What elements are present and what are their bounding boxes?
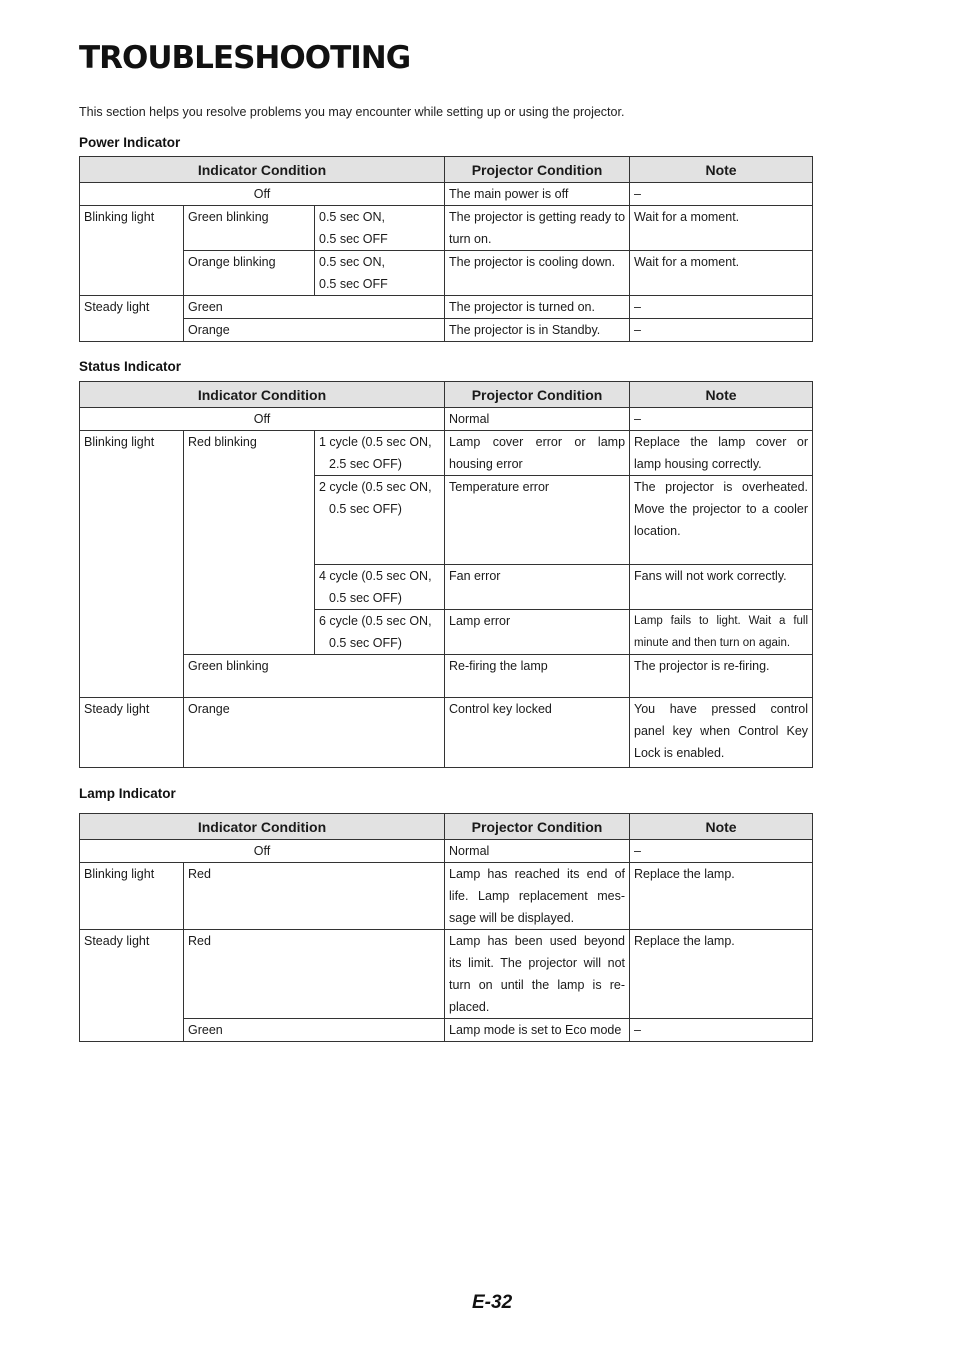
note-cell: –: [630, 408, 813, 431]
table-row: [80, 698, 813, 768]
note-cell: Replace the lamp.: [630, 863, 813, 930]
timing-cell: [315, 431, 445, 476]
cycle-line2: 0.5 sec OFF): [329, 502, 402, 516]
note-cell: The projector is re-firing.: [630, 655, 813, 698]
page-title: TROUBLESHOOTING: [79, 40, 411, 76]
timing-cell: [315, 610, 445, 655]
note-cell: Lamp fails to light. Wait a full minute and then turn on again.: [630, 610, 813, 655]
condition-cell: Blinking light: [80, 206, 184, 296]
projector-cell: Normal: [445, 408, 630, 431]
timing-cell: [315, 206, 445, 251]
table-row: [80, 655, 813, 698]
table-row: [80, 319, 813, 342]
projector-cell: Lamp has been used beyond its limit. The projector will not turn on until the lamp is re-placed.: [445, 930, 630, 1019]
projector-cell: Re-firing the lamp: [445, 655, 630, 698]
condition-cell: Green blinking: [184, 206, 315, 251]
projector-cell: Lamp has reached its end of life. Lamp replacement mes-sage will be displayed.: [445, 863, 630, 930]
condition-cell: Orange: [184, 698, 445, 768]
projector-cell: Lamp mode is set to Eco mode: [445, 1019, 630, 1042]
timing-cell: [315, 251, 445, 296]
condition-cell: Orange blinking: [184, 251, 315, 296]
cycle-line2: 0.5 sec OFF): [329, 591, 402, 605]
condition-cell: Steady light: [80, 296, 184, 342]
cycle-line2: 0.5 sec OFF): [329, 636, 402, 650]
projector-cell: The projector is getting ready to turn on.: [445, 206, 630, 251]
timing-on: 0.5 sec ON,: [319, 255, 385, 269]
note-cell: Wait for a moment.: [630, 206, 813, 251]
projector-cell: The projector is in Standby.: [445, 319, 630, 342]
status-indicator-heading: Status Indicator: [79, 359, 182, 374]
note-cell: Wait for a moment.: [630, 251, 813, 296]
condition-cell: Off: [80, 408, 445, 431]
table-row: [80, 840, 813, 863]
condition-cell: Blinking light: [80, 431, 184, 698]
header-indicator-condition: Indicator Condition: [80, 157, 445, 183]
note-cell: You have pressed control panel key when Control Key Lock is enabled.: [630, 698, 813, 768]
header-note: Note: [630, 382, 813, 408]
table-header-row: [80, 157, 813, 183]
table-row: [80, 863, 813, 930]
condition-cell: Blinking light: [80, 863, 184, 930]
page-number: E-32: [472, 1292, 513, 1313]
table-row: [80, 206, 813, 251]
note-cell: –: [630, 840, 813, 863]
header-note: Note: [630, 814, 813, 840]
condition-cell: Green: [184, 296, 445, 319]
timing-cell: [315, 565, 445, 610]
cycle-line1: 4 cycle (0.5 sec ON,: [319, 569, 432, 583]
note-cell: –: [630, 296, 813, 319]
projector-cell: Temperature error: [445, 476, 630, 565]
table-row: [80, 431, 813, 476]
note-cell: –: [630, 183, 813, 206]
condition-cell: Green blinking: [184, 655, 445, 698]
note-cell: –: [630, 319, 813, 342]
condition-cell: Steady light: [80, 930, 184, 1042]
power-indicator-heading: Power Indicator: [79, 135, 181, 150]
lamp-indicator-heading: Lamp Indicator: [79, 786, 176, 801]
timing-off: 0.5 sec OFF: [319, 232, 388, 246]
header-projector-condition: Projector Condition: [445, 814, 630, 840]
condition-cell: Red: [184, 863, 445, 930]
header-projector-condition: Projector Condition: [445, 157, 630, 183]
condition-cell: Red blinking: [184, 431, 315, 655]
condition-cell: Steady light: [80, 698, 184, 768]
note-cell: Replace the lamp cover or lamp housing correctly.: [630, 431, 813, 476]
projector-cell: Fan error: [445, 565, 630, 610]
lamp-indicator-table: [79, 813, 813, 1042]
projector-cell: Control key locked: [445, 698, 630, 768]
timing-cell: [315, 476, 445, 565]
condition-cell: Off: [80, 840, 445, 863]
projector-cell: Normal: [445, 840, 630, 863]
cycle-line1: 1 cycle (0.5 sec ON,: [319, 435, 432, 449]
timing-on: 0.5 sec ON,: [319, 210, 385, 224]
projector-cell: Lamp cover error or lamp housing error: [445, 431, 630, 476]
note-cell: Replace the lamp.: [630, 930, 813, 1019]
status-indicator-table: [79, 381, 813, 768]
table-header-row: [80, 382, 813, 408]
cycle-line2: 2.5 sec OFF): [329, 457, 402, 471]
cycle-line1: 6 cycle (0.5 sec ON,: [319, 614, 432, 628]
note-cell: Fans will not work correctly.: [630, 565, 813, 610]
table-header-row: [80, 814, 813, 840]
projector-cell: Lamp error: [445, 610, 630, 655]
header-projector-condition: Projector Condition: [445, 382, 630, 408]
header-indicator-condition: Indicator Condition: [80, 814, 445, 840]
condition-cell: Green: [184, 1019, 445, 1042]
table-row: [80, 183, 813, 206]
header-indicator-condition: Indicator Condition: [80, 382, 445, 408]
table-row: [80, 930, 813, 1019]
note-cell: The projector is overheated. Move the projector to a cooler location.: [630, 476, 813, 565]
table-row: [80, 408, 813, 431]
projector-cell: The projector is turned on.: [445, 296, 630, 319]
projector-cell: The main power is off: [445, 183, 630, 206]
table-row: [80, 1019, 813, 1042]
power-indicator-table: [79, 156, 813, 342]
condition-cell: Red: [184, 930, 445, 1019]
condition-cell: Orange: [184, 319, 445, 342]
cycle-line1: 2 cycle (0.5 sec ON,: [319, 480, 432, 494]
table-row: [80, 296, 813, 319]
intro-text: This section helps you resolve problems you may encounter while setting up or using the projector.: [79, 105, 625, 119]
condition-cell: Off: [80, 183, 445, 206]
table-row: [80, 251, 813, 296]
header-note: Note: [630, 157, 813, 183]
note-cell: –: [630, 1019, 813, 1042]
timing-off: 0.5 sec OFF: [319, 277, 388, 291]
projector-cell: The projector is cooling down.: [445, 251, 630, 296]
